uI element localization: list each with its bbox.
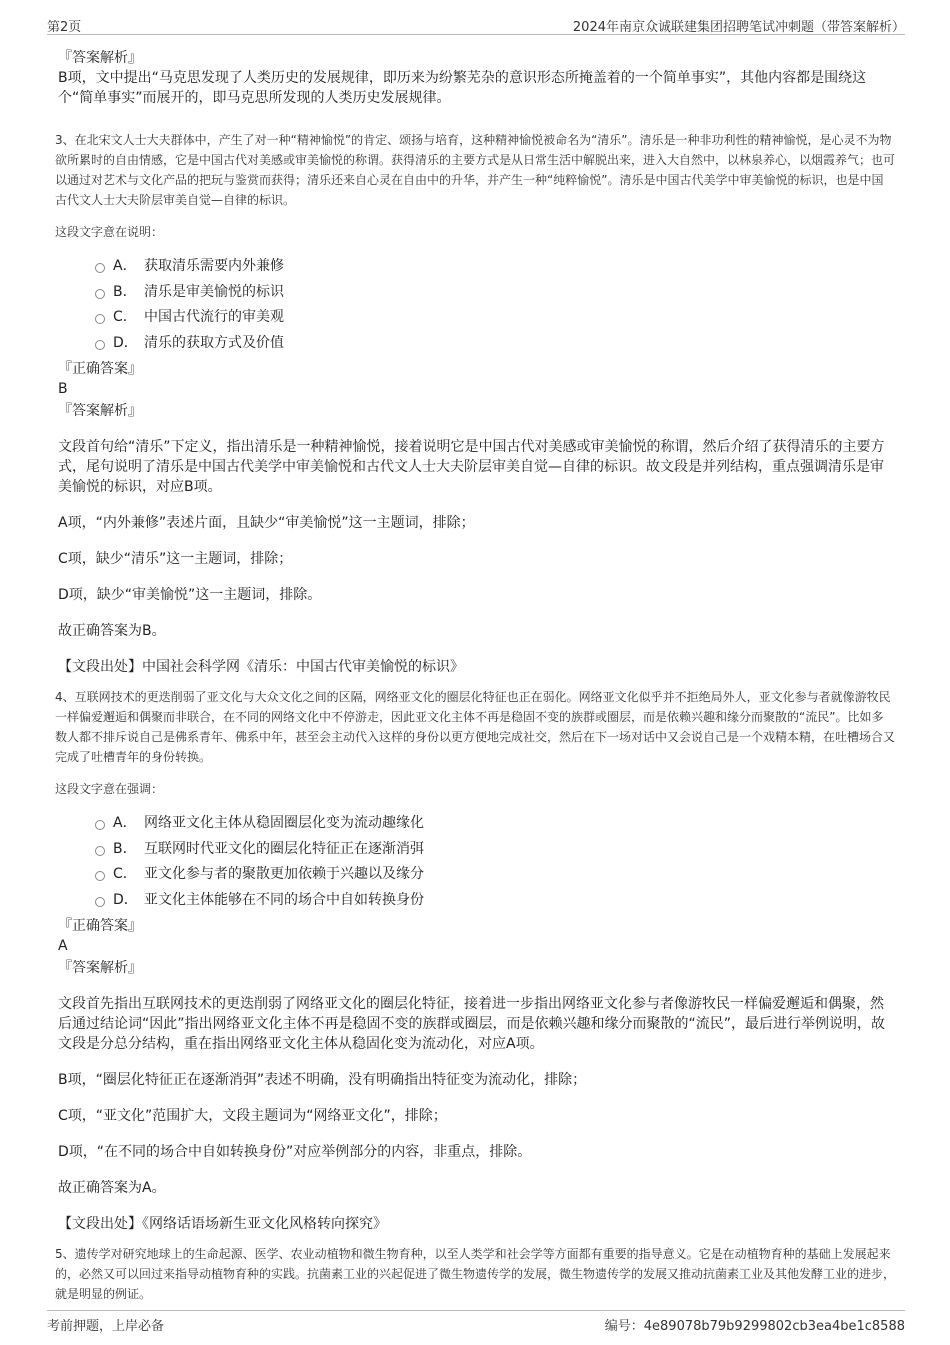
q4-analysis-b: B项，“圈层化特征正在逐渐消弭”表述不明确，没有明确指出特征变为流动化，排除；	[58, 1072, 587, 1088]
q4-options	[95, 814, 895, 916]
q3-analysis-d: D项，缺少“审美愉悦”这一主题词，排除。	[58, 587, 322, 603]
main-content	[55, 48, 895, 1304]
q4-option-c[interactable]	[95, 865, 895, 891]
q3-prompt: 这段文字意在说明：	[55, 225, 164, 239]
q3-correct-label: 『正确答案』	[58, 361, 142, 377]
q4-analysis-c: C项，“亚文化”范围扩大，文段主题词为“网络亚文化”，排除；	[58, 1108, 447, 1124]
q3-text: 3、在北宋文人士大夫群体中，产生了对一种“精神愉悦”的肯定、颂扬与培育，这种精神愉悦被命名为“清乐”。清乐是一种非功利性的精神愉悦，是心灵不为物欲所累时的自由情感，它是中国古代对美感或审美愉悦的称谓。获得清乐的主要方式是从日常生活中解脱出来，进入大自然中，以林泉养心，以烟霞养气；也可以通过对艺术与文化产品的把玩与鉴赏而获得；清乐还来自心灵在自由中的升华，并产生一种“纯粹愉悦”。清乐是中国古代美学中审美愉悦的标识，也是中国古代文人士大夫阶层审美自觉—自律的标识。	[55, 133, 896, 207]
page-footer	[47, 1310, 905, 1335]
radio-icon[interactable]	[95, 846, 105, 856]
q2-analysis: B项，文中提出“马克思发现了人类历史的发展规律，即历来为纷繁芜杂的意识形态所掩盖着的一个简单事实”，其他内容都是围绕这个“简单事实”而展开的，即马克思所发现的人类历史发展规律。	[58, 70, 867, 106]
option-text: 清乐的获取方式及价值	[144, 334, 284, 351]
q3-source: 【文段出处】中国社会科学网《清乐：中国古代审美愉悦的标识》	[58, 659, 464, 675]
radio-icon[interactable]	[95, 289, 105, 299]
radio-icon[interactable]	[95, 871, 105, 881]
page-header	[47, 14, 905, 35]
option-text: 清乐是审美愉悦的标识	[144, 283, 284, 300]
q3-answer: B	[58, 381, 68, 397]
option-letter: A．	[113, 258, 137, 274]
document-title: 2024年南京众诚联建集团招聘笔试冲刺题（带答案解析）	[572, 20, 905, 35]
q4-analysis-label: 『答案解析』	[58, 960, 142, 976]
q4-answer: A	[58, 938, 68, 954]
q4-conclusion: 故正确答案为A。	[58, 1180, 166, 1196]
document-code: 编号：4e89078b79b9299802cb3ea4be1c8588	[604, 1319, 905, 1334]
q3-option-b[interactable]	[95, 283, 895, 309]
option-text: 获取清乐需要内外兼修	[144, 258, 284, 274]
option-letter: B．	[113, 283, 137, 300]
q2-analysis-label: 『答案解析』	[58, 50, 142, 66]
radio-icon[interactable]	[95, 314, 105, 324]
q4-source: 【文段出处】《网络话语场新生亚文化风格转向探究》	[58, 1216, 387, 1232]
option-text: 亚文化参与者的聚散更加依赖于兴趣以及缘分	[144, 866, 424, 882]
q3-option-a[interactable]	[95, 257, 895, 283]
q3-analysis-a: A项，“内外兼修”表述片面，且缺少“审美愉悦”这一主题词，排除；	[58, 515, 475, 531]
radio-icon[interactable]	[95, 340, 105, 350]
q4-option-a[interactable]	[95, 814, 895, 840]
q3-analysis-c: C项，缺少“清乐”这一主题词，排除；	[58, 551, 293, 567]
q3-analysis-summary: 文段首句给“清乐”下定义，指出清乐是一种精神愉悦，接着说明它是中国古代对美感或审美愉悦的称谓，然后介绍了获得清乐的主要方式，尾句说明了清乐是中国古代美学中审美愉悦和古代文人士大夫阶层审美自觉—自律的标识。故文段是并列结构，重点强调清乐是审美愉悦的标识，对应B项。	[58, 439, 885, 495]
q3-conclusion: 故正确答案为B。	[58, 623, 166, 639]
radio-icon[interactable]	[95, 820, 105, 830]
q4-option-b[interactable]	[95, 840, 895, 866]
option-text: 中国古代流行的审美观	[144, 309, 284, 325]
q3-option-d[interactable]	[95, 334, 895, 360]
q3-option-c[interactable]	[95, 308, 895, 334]
option-text: 网络亚文化主体从稳固圈层化变为流动趣缘化	[144, 815, 424, 831]
q5-text: 5、遗传学对研究地球上的生命起源、医学、农业动植物和微生物育种，以至人类学和社会学等方面都有重要的指导意义。它是在动植物育种的基础上发展起来的，必然又可以回过来指导动植物育种的实践。抗菌素工业的兴起促进了微生物遗传学的发展，微生物遗传学的发展又推动抗菌素工业及其他发酵工业的进步，就是明显的例证。	[55, 1247, 896, 1301]
radio-icon[interactable]	[95, 263, 105, 273]
option-letter: D．	[113, 891, 138, 908]
option-text: 互联网时代亚文化的圈层化特征正在逐渐消弭	[144, 840, 424, 857]
option-letter: C．	[113, 866, 137, 882]
q3-analysis-label: 『答案解析』	[58, 403, 142, 419]
q4-prompt: 这段文字意在强调：	[55, 782, 164, 796]
option-letter: B．	[113, 840, 137, 857]
page-number: 第2页	[47, 20, 82, 35]
q4-analysis-d: D项，“在不同的场合中自如转换身份”对应举例部分的内容，非重点，排除。	[58, 1144, 532, 1160]
q3-options	[95, 257, 895, 359]
footer-slogan: 考前押题，上岸必备	[47, 1319, 165, 1334]
radio-icon[interactable]	[95, 897, 105, 907]
option-letter: D．	[113, 334, 138, 351]
option-letter: C．	[113, 309, 137, 325]
option-text: 亚文化主体能够在不同的场合中自如转换身份	[144, 891, 424, 908]
q4-option-d[interactable]	[95, 891, 895, 917]
q4-analysis-summary: 文段首先指出互联网技术的更迭削弱了网络亚文化的圈层化特征，接着进一步指出网络亚文化参与者像游牧民一样偏爱邂逅和偶聚，然后通过结论词“因此”指出网络亚文化主体不再是稳固不变的族群或圈层，而是依赖兴趣和缘分而聚散的“流民”，最后进行举例说明，故文段是分总分结构，重在指出网络亚文化主体从稳固化变为流动化，对应A项。	[58, 996, 886, 1052]
q4-text: 4、互联网技术的更迭削弱了亚文化与大众文化之间的区隔，网络亚文化的圈层化特征也正在弱化。网络亚文化似乎并不拒绝局外人，亚文化参与者就像游牧民一样偏爱邂逅和偶聚而非联合，在不同的网络文化中不停游走，因此亚文化主体不再是稳固不变的族群或圈层，而是依赖兴趣和缘分而聚散的“流民”。比如多数人都不排斥说自己是佛系青年、佛系中年，甚至会主动代入这样的身份以更方便地完成社交，然后在下一场对话中又会说自己是一个戏精本精，在吐槽场合又完成了吐槽青年的身份转换。	[55, 690, 896, 764]
option-letter: A．	[113, 815, 137, 831]
q4-correct-label: 『正确答案』	[58, 918, 142, 934]
